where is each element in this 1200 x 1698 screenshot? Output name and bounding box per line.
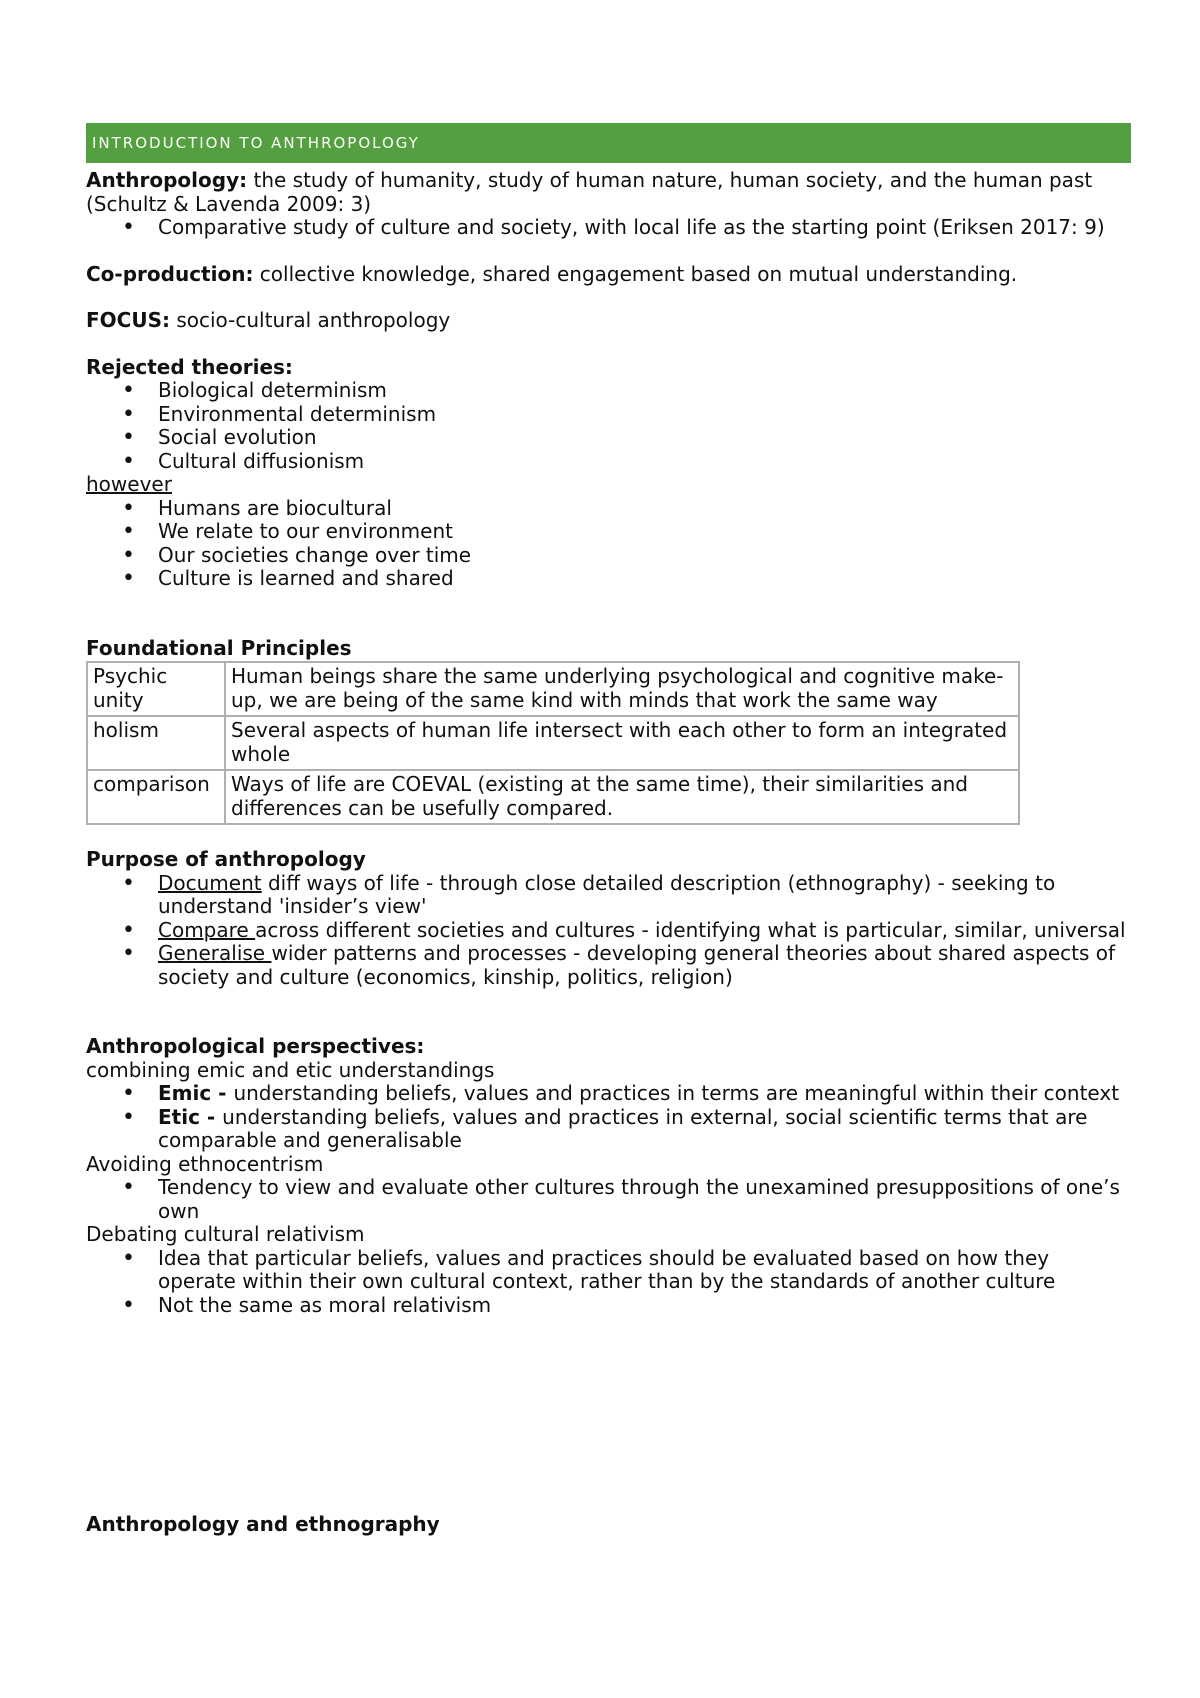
list-item: • Social evolution bbox=[86, 426, 1131, 450]
table-cell-term: Psychic unity bbox=[87, 662, 225, 716]
section-banner: INTRODUCTION TO ANTHROPOLOGY bbox=[86, 123, 1131, 163]
coproduction-text: collective knowledge, shared engagement based on mutual understanding. bbox=[253, 261, 1018, 286]
anthropology-text: the study of humanity, study of human nature, human society, and the human past (Schultz & Lavenda 2009: 3) bbox=[86, 168, 1093, 216]
focus-line bbox=[86, 309, 1131, 333]
table-cell-desc: Human beings share the same underlying psychological and cognitive make-up, we are being of the same kind with minds that work the same way bbox=[225, 662, 1019, 716]
list-item: • Biological determinism bbox=[86, 379, 1131, 403]
anthropology-definition bbox=[86, 169, 1131, 216]
purpose-key: Document bbox=[158, 870, 262, 895]
table-cell-desc: Ways of life are COEVAL (existing at the same time), their similarities and differences can be usefully compared. bbox=[225, 770, 1019, 824]
table-row bbox=[87, 662, 1019, 716]
ethnocentrism-list bbox=[86, 1176, 1131, 1223]
anthropology-bullets bbox=[86, 216, 1131, 240]
list-item bbox=[86, 872, 1131, 919]
anthropology-term: Anthropology: bbox=[86, 168, 248, 192]
table-cell-term: comparison bbox=[87, 770, 225, 824]
coproduction-definition bbox=[86, 263, 1131, 287]
perspectives-sub1: combining emic and etic understandings bbox=[86, 1057, 495, 1082]
perspectives-sub2: Avoiding ethnocentrism bbox=[86, 1151, 324, 1176]
list-item: • Not the same as moral relativism bbox=[86, 1294, 1131, 1318]
purpose-list bbox=[86, 872, 1131, 990]
list-item: • Comparative study of culture and society, with local life as the starting point (Eriksen 2017: 9) bbox=[86, 216, 1131, 240]
purpose-heading: Purpose of anthropology bbox=[86, 847, 366, 871]
document-page bbox=[86, 123, 1131, 1537]
perspectives-sub3: Debating cultural relativism bbox=[86, 1222, 365, 1246]
list-item: • Humans are biocultural bbox=[86, 497, 1131, 521]
list-item bbox=[86, 942, 1131, 989]
rejected-list bbox=[86, 379, 1131, 473]
table-cell-desc: Several aspects of human life intersect with each other to form an integrated whole bbox=[225, 716, 1019, 770]
list-item: • Cultural diffusionism bbox=[86, 450, 1131, 474]
focus-text: socio-cultural anthropology bbox=[169, 308, 451, 332]
ethnography-heading: Anthropology and ethnography bbox=[86, 1512, 440, 1536]
relativism-list bbox=[86, 1247, 1131, 1318]
coproduction-term: Co-production: bbox=[86, 261, 254, 286]
list-item: • Our societies change over time bbox=[86, 544, 1131, 568]
table-row bbox=[87, 770, 1019, 824]
list-item: • Culture is learned and shared bbox=[86, 567, 1131, 591]
principles-heading: Foundational Principles bbox=[86, 635, 352, 660]
purpose-key: Compare bbox=[158, 917, 256, 942]
purpose-key: Generalise bbox=[158, 941, 272, 965]
list-item bbox=[86, 919, 1131, 943]
purpose-text: wider patterns and processes - developing general theories about shared aspects of society and culture (economics, kinship, politics, religion) bbox=[158, 941, 1116, 989]
table-row bbox=[87, 716, 1019, 770]
emic-key: Emic - bbox=[158, 1081, 234, 1105]
table-cell-term: holism bbox=[87, 716, 225, 770]
however-label: however bbox=[86, 472, 172, 496]
principles-table bbox=[86, 661, 1020, 825]
purpose-text: across different societies and cultures - identifying what is particular, similar, universal bbox=[255, 917, 1126, 942]
list-item: • Idea that particular beliefs, values and practices should be evaluated based on how they operate within their own cultural context, rather than by the standards of another culture bbox=[86, 1247, 1131, 1294]
list-item: • Emic - understanding beliefs, values and practices in terms are meaningful within their context bbox=[86, 1082, 1131, 1106]
list-item: • We relate to our environment bbox=[86, 520, 1131, 544]
perspectives-heading: Anthropological perspectives: bbox=[86, 1034, 425, 1058]
list-item: • Tendency to view and evaluate other cultures through the unexamined presuppositions of one’s own bbox=[86, 1176, 1131, 1223]
list-item: • Environmental determinism bbox=[86, 403, 1131, 427]
however-list bbox=[86, 497, 1131, 591]
list-item: • Etic - understanding beliefs, values and practices in external, social scientific terms that are comparable and generalisable bbox=[86, 1106, 1131, 1153]
rejected-heading: Rejected theories: bbox=[86, 354, 293, 379]
etic-key: Etic - bbox=[158, 1104, 223, 1129]
focus-term: FOCUS: bbox=[86, 308, 170, 332]
purpose-text: diff ways of life - through close detailed description (ethnography) - seeking to understand 'insider’s view' bbox=[158, 870, 1056, 918]
emic-etic-list bbox=[86, 1082, 1131, 1153]
